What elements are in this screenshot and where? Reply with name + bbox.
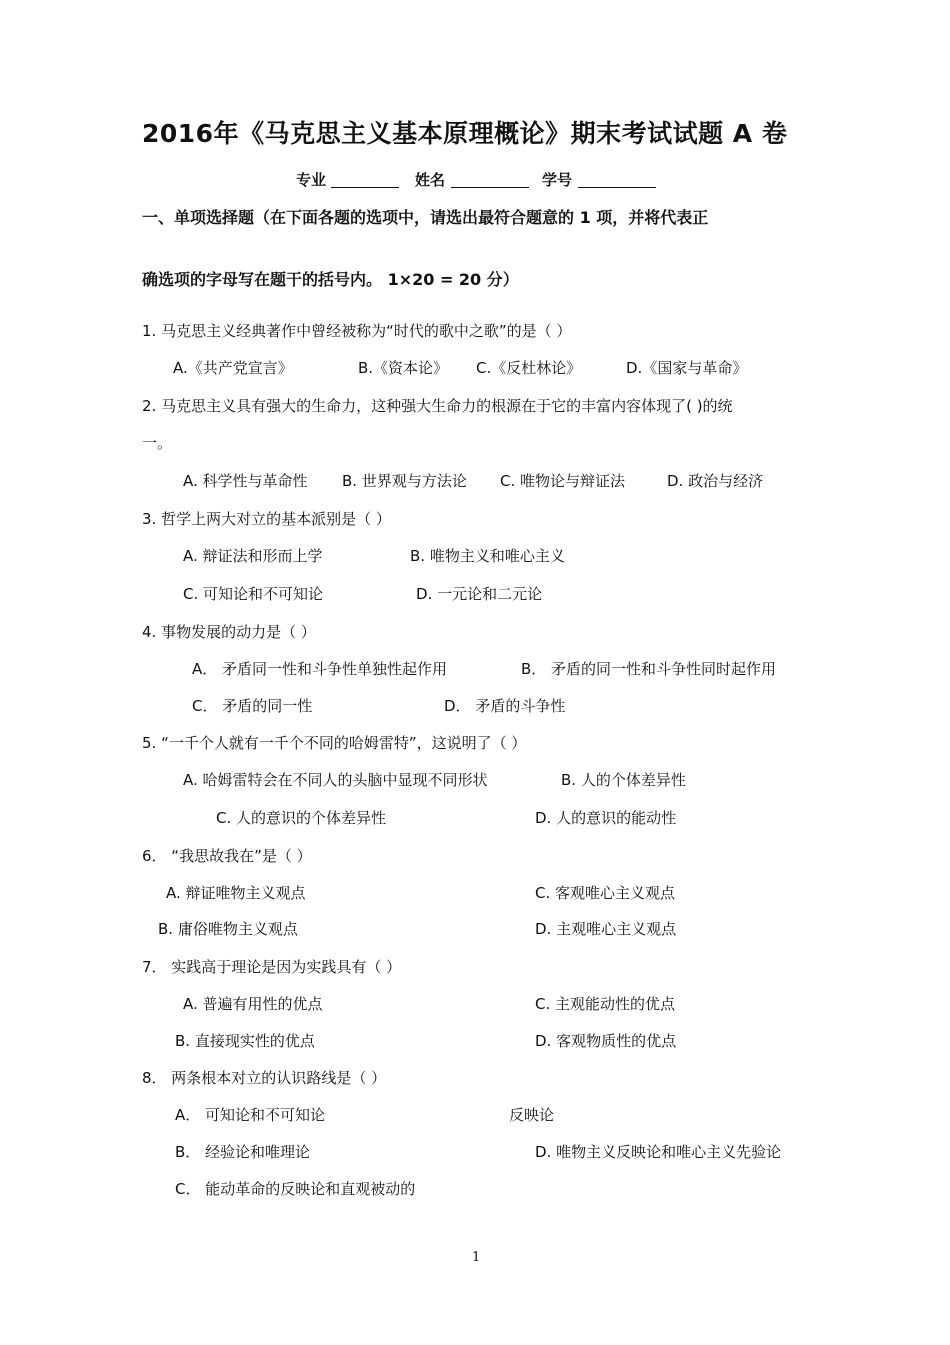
q7-option-d: D. 客观物质性的优点: [535, 1032, 677, 1050]
q2-option-d: D. 政治与经济: [667, 472, 764, 490]
q3-option-b: B. 唯物主义和唯心主义: [410, 547, 565, 565]
q8-option-d: D. 唯物主义反映论和唯心主义先验论: [535, 1143, 782, 1161]
q5-option-d: D. 人的意识的能动性: [535, 809, 677, 827]
q2-option-a: A. 科学性与革命性: [183, 472, 308, 490]
question-2-stem-cont: 一。: [142, 434, 173, 452]
student-id-blank: [578, 173, 656, 188]
question-2-stem: 2. 马克思主义具有强大的生命力，这种强大生命力的根源在于它的丰富内容体现了( )的统: [142, 397, 733, 415]
q5-option-b: B. 人的个体差异性: [561, 771, 686, 789]
q5-option-c: C. 人的意识的个体差异性: [216, 809, 387, 827]
q3-option-c: C. 可知论和不可知论: [183, 585, 324, 603]
q3-option-a: A. 辩证法和形而上学: [183, 547, 323, 565]
q7-option-c: C. 主观能动性的优点: [535, 995, 676, 1013]
question-1-stem: 1. 马克思主义经典著作中曾经被称为“时代的歌中之歌”的是（ ）: [142, 322, 572, 340]
q7-option-b: B. 直接现实性的优点: [175, 1032, 315, 1050]
question-8-stem: 8． 两条根本对立的认识路线是（ ）: [142, 1069, 387, 1087]
q2-option-b: B. 世界观与方法论: [342, 472, 467, 490]
q4-option-b: B． 矛盾的同一性和斗争性同时起作用: [521, 660, 777, 678]
section-heading-line1: 一、单项选择题（在下面各题的选项中，请选出最符合题意的 1 项，并将代表正: [142, 208, 709, 227]
name-blank: [451, 173, 529, 188]
q1-option-b: B.《资本论》: [358, 359, 449, 377]
q6-option-a: A. 辩证唯物主义观点: [166, 884, 306, 902]
q8-option-a-tail: 反映论: [509, 1106, 555, 1124]
question-6-stem: 6． “我思故我在”是（ ）: [142, 847, 312, 865]
student-id-label: 学号: [542, 171, 573, 189]
q1-option-c: C.《反杜林论》: [476, 359, 582, 377]
q7-option-a: A. 普遍有用性的优点: [183, 995, 323, 1013]
q5-option-a: A. 哈姆雷特会在不同人的头脑中显现不同形状: [183, 771, 488, 789]
major-blank: [331, 173, 399, 188]
q8-option-c: C． 能动革命的反映论和直观被动的: [175, 1180, 416, 1198]
page-title: 2016年《马克思主义基本原理概论》期末考试试题 A 卷: [142, 119, 788, 148]
question-7-stem: 7． 实践高于理论是因为实践具有（ ）: [142, 958, 402, 976]
page-number: 1: [472, 1250, 481, 1265]
q4-option-d: D． 矛盾的斗争性: [444, 697, 566, 715]
q1-option-d: D.《国家与革命》: [626, 359, 748, 377]
name-label: 姓名: [415, 171, 446, 189]
q6-option-c: C. 客观唯心主义观点: [535, 884, 676, 902]
q4-option-a: A． 矛盾同一性和斗争性单独性起作用: [192, 660, 448, 678]
q2-option-c: C. 唯物论与辩证法: [500, 472, 626, 490]
section-heading-line2: 确选项的字母写在题干的括号内。 1×20 = 20 分）: [142, 270, 519, 289]
major-label: 专业: [296, 171, 327, 189]
q8-option-b: B． 经验论和唯理论: [175, 1143, 311, 1161]
question-4-stem: 4. 事物发展的动力是（ ）: [142, 623, 316, 641]
q4-option-c: C． 矛盾的同一性: [192, 697, 313, 715]
q8-option-a: A． 可知论和不可知论: [175, 1106, 326, 1124]
question-3-stem: 3. 哲学上两大对立的基本派别是（ ）: [142, 510, 391, 528]
q3-option-d: D. 一元论和二元论: [416, 585, 543, 603]
q1-option-a: A.《共产党宣言》: [173, 359, 293, 377]
q6-option-b: B. 庸俗唯物主义观点: [158, 920, 298, 938]
question-5-stem: 5. “一千个人就有一千个不同的哈姆雷特”，这说明了（ ）: [142, 734, 527, 752]
q6-option-d: D. 主观唯心主义观点: [535, 920, 677, 938]
